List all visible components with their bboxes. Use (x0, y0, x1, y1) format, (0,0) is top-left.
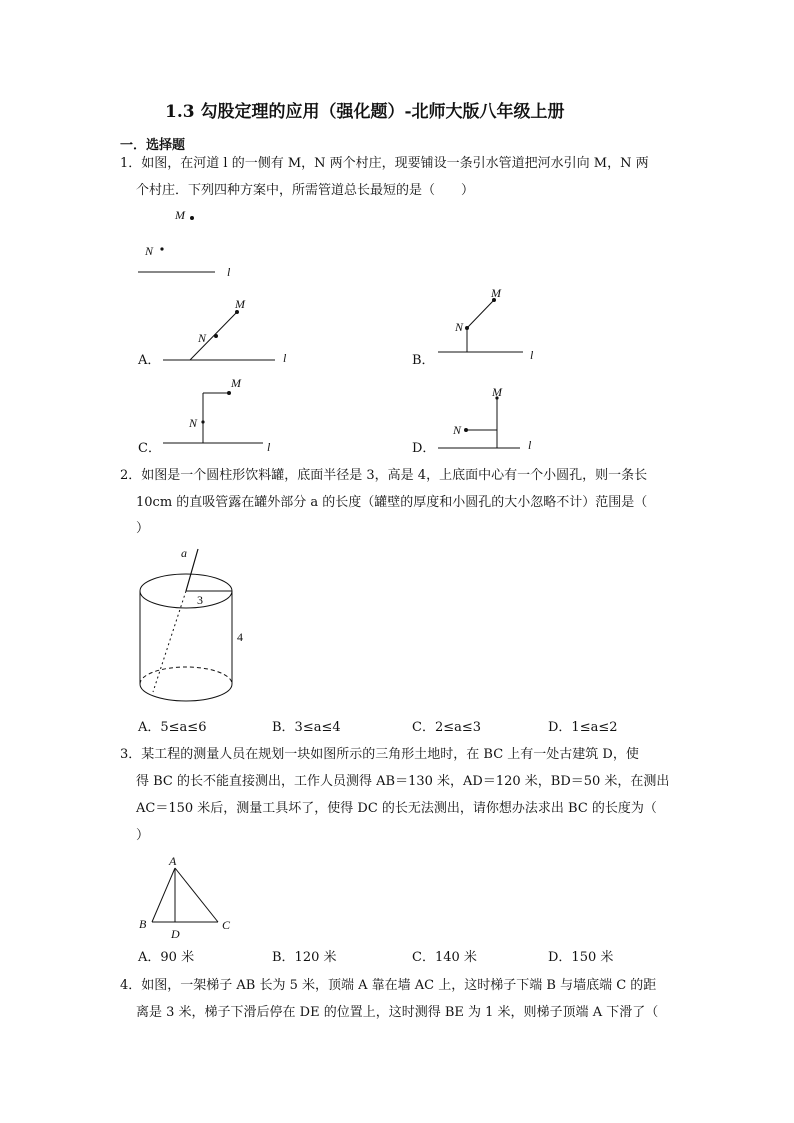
page-title: 1.3 勾股定理的应用（强化题）-北师大版八年级上册 (165, 102, 565, 122)
label-m: M (175, 208, 185, 222)
b-label-n: N (455, 320, 464, 334)
q1-line2: 个村庄．下列四种方案中，所需管道总长最短的是（ ） (136, 183, 475, 198)
q3-line2: 得 BC 的长不能直接测出，工作人员测得 AB＝130 米，AD＝120 米，BD＝50 米，在测出 (136, 774, 670, 789)
q3-line4: ） (136, 828, 150, 843)
q3-line1: 3．某工程的测量人员在规划一块如图所示的三角形土地时，在 BC 上有一处古建筑 D，使 (120, 747, 639, 762)
d-label-m: M (492, 385, 502, 399)
side-ac (175, 868, 218, 922)
q4-line2: 离是 3 米，梯子下滑后停在 DE 的位置上，这时测得 BE 为 1 米，则梯子顶端 A 下滑了（ (136, 1005, 659, 1020)
a-label-n: N (198, 331, 207, 345)
label-c: C (222, 918, 231, 932)
section-heading: 一．选择题 (120, 138, 186, 153)
label-radius: 3 (197, 593, 203, 607)
q1-option-a[interactable]: A． (138, 353, 161, 368)
label-a: A (169, 854, 177, 868)
q3-option-c[interactable]: C．140 米 (412, 950, 477, 965)
label-a: a (181, 546, 187, 560)
q4-line1: 4．如图，一架梯子 AB 长为 5 米，顶端 A 靠在墙 AC 上，这时梯子下端 B 与墙底端 C 的距 (120, 978, 657, 993)
label-height: 4 (237, 630, 243, 644)
q2-option-c[interactable]: C．2≤a≤3 (412, 720, 482, 735)
q2-line1: 2．如图是一个圆柱形饮料罐，底面半径是 3，高是 4，上底面中心有一个小圆孔，则一条长 (120, 468, 648, 483)
label-l: l (227, 265, 231, 279)
a-label-m: M (235, 297, 245, 311)
q1-option-b[interactable]: B． (412, 353, 435, 368)
c-label-n: N (189, 416, 198, 430)
q2-line3: ） (136, 521, 150, 536)
c-label-l: l (267, 440, 271, 454)
q3-option-d[interactable]: D．150 米 (548, 950, 614, 965)
q2-line2: 10cm 的直吸管露在罐外部分 a 的长度（罐壁的厚度和小圆孔的大小忽略不计）范围是（ (136, 495, 648, 510)
q1-option-d[interactable]: D． (412, 441, 436, 456)
label-n: N (145, 244, 154, 258)
q3-line3: AC＝150 米后，测量工具坏了，使得 DC 的长无法测出，请你想办法求出 BC 的长度为（ (136, 801, 657, 816)
q2-option-a[interactable]: A．5≤a≤6 (138, 720, 207, 735)
label-d: D (171, 927, 180, 941)
d-label-n: N (453, 423, 462, 437)
b-label-m: M (491, 286, 501, 300)
q2-option-b[interactable]: B．3≤a≤4 (272, 720, 341, 735)
q3-option-a[interactable]: A．90 米 (138, 950, 195, 965)
q3-option-b[interactable]: B．120 米 (272, 950, 337, 965)
b-label-l: l (530, 348, 534, 362)
a-label-l: l (283, 351, 287, 365)
q1-line1: 1．如图，在河道 l 的一侧有 M，N 两个村庄，现要铺设一条引水管道把河水引向 M，N 两 (120, 156, 649, 171)
d-label-l: l (528, 438, 532, 452)
side-ab (152, 868, 175, 922)
c-label-m: M (231, 376, 241, 390)
q1-option-c[interactable]: C． (138, 441, 161, 456)
label-b: B (139, 917, 147, 931)
q2-option-d[interactable]: D．1≤a≤2 (548, 720, 618, 735)
